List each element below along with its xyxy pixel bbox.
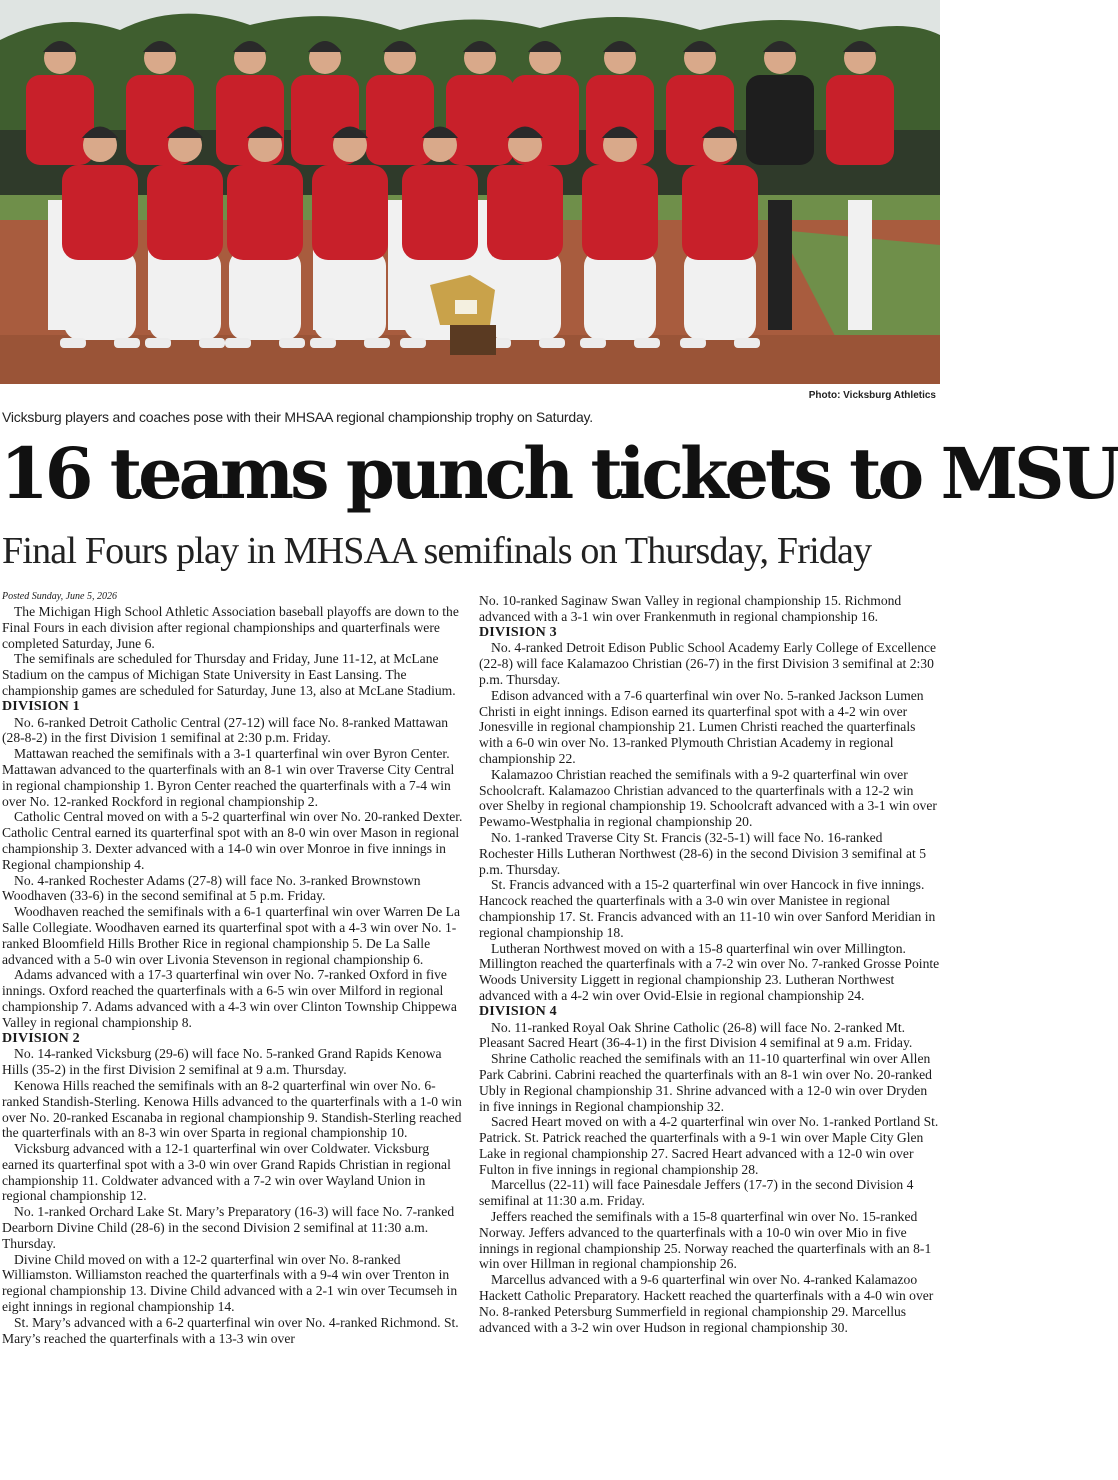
article-paragraph: Jeffers reached the semifinals with a 15-8 quarterfinal win over No. 15-ranked Norway. Jeffers advanced to the quarterfinals with a 10-0 win over Mio in five innings in regional championship 25. Norway reached the quarterfinals with an 8-1 win over Hillman in regional championship 26. (479, 1209, 932, 1272)
article-paragraph: St. Francis advanced with a 15-2 quarterfinal win over Hancock in five innings. Hancock reached the quarterfinals with a 3-0 win over Manistee in regional championship 17. St. Francis advanced with an 11-10 win over Sanford Meridian in regional championship 18. (479, 877, 936, 940)
article-paragraph: Vicksburg advanced with a 12-1 quarterfinal win over Coldwater. Vicksburg earned its quarterfinal spot with a 3-0 win over Grand Rapids Christian in regional championship 11. Coldwater advanced with a 7-2 win over Wayland Union in regional championship 12. (2, 1141, 451, 1204)
article-paragraph: Kalamazoo Christian reached the semifinals with a 9-2 quarterfinal win over Schoolcraft. Kalamazoo Christian advanced to the quarterfinals with a 12-2 win over Shelby in regional championship 19. Schoolcraft advanced with a 3-1 win over Pewamo-Westphalia in regional championship 20. (479, 766, 937, 830)
article-paragraph: Marcellus advanced with a 9-6 quarterfinal win over No. 4-ranked Kalamazoo Hackett Catholic Preparatory. Hackett reached the quarterfinals with a 4-0 win over No. 8-ranked Petersburg Summerfield in regional championship 29. Marcellus advanced with a 3-2 win over Hudson in regional championship 30. (479, 1272, 934, 1335)
posted-date: Posted Sunday, June 5, 2026 (2, 591, 117, 602)
article-paragraph: Lutheran Northwest moved on with a 15-8 quarterfinal win over Millington. Millington reached the quarterfinals with a 7-2 win over No. 7-ranked Grosse Pointe Woods University Liggett in regional championship 23. Lutheran Northwest advanced with a 4-2 win over Ovid-Elsie in regional championship 24. (479, 940, 940, 1003)
article-paragraph: No. 4-ranked Detroit Edison Public School Academy Early College of Excellence (22-8) will face Kalamazoo Christian (26-7) in the first Division 3 semifinal at 2:30 p.m. Thursday. (479, 640, 937, 687)
article-paragraph: The semifinals are scheduled for Thursday and Friday, June 11-12, at McLane Stadium on the campus of Michigan State University in East Lansing. The championship games are scheduled for Saturday, June 13, also at McLane Stadium. (2, 651, 456, 698)
photo-caption: Vicksburg players and coaches pose with their MHSAA regional championship trophy on Saturday. (2, 409, 593, 425)
article-paragraph: No. 11-ranked Royal Oak Shrine Catholic (26-8) will face No. 2-ranked Mt. Pleasant Sacred Heart (36-4-1) in the first Division 4 semifinal at 9 a.m. Friday. (479, 1019, 913, 1051)
article-paragraph: Sacred Heart moved on with a 4-2 quarterfinal win over No. 1-ranked Portland St. Patrick. St. Patrick reached the quarterfinals with a 9-1 win over Maple City Glen Lake in regional championship 27. Sacred Heart advanced with a 12-0 win over Fulton in five innings in regional championship 28. (479, 1114, 939, 1177)
photo-credit: Photo: Vicksburg Athletics (808, 390, 936, 401)
article-column-left (2, 590, 463, 1346)
article-paragraph: Kenowa Hills reached the semifinals with an 8-2 quarterfinal win over No. 6-ranked Standish-Sterling. Kenowa Hills advanced to the quarterfinals with a 1-0 win over No. 20-ranked Escanaba in regional championship 9. Standish-Sterling reached the quarterfinals with an 8-3 win over Sparta in regional championship 10. (2, 1077, 462, 1141)
article-paragraph: Edison advanced with a 7-6 quarterfinal win over No. 5-ranked Jackson Lumen Christi in eight innings. Edison earned its quarterfinal spot with a 4-2 win over Jonesville in regional championship 21. Lumen Christi reached the quarterfinals with a 6-0 win over No. 13-ranked Plymouth Christian Academy in regional championship 22. (479, 687, 924, 766)
article-paragraph: Woodhaven reached the semifinals with a 6-1 quarterfinal win over Warren De La Salle Collegiate. Woodhaven earned its quarterfinal spot with a 4-3 win over No. 1-ranked Bloomfield Hills Brother Rice in regional championship 5. De La Salle advanced with a 5-0 win over Livonia Stevenson in regional championship 6. (2, 904, 460, 967)
article-paragraph: No. 14-ranked Vicksburg (29-6) will face No. 5-ranked Grand Rapids Kenowa Hills (35-2) in the first Division 2 semifinal at 9 a.m. Thursday. (2, 1046, 442, 1078)
article-paragraph: No. 4-ranked Rochester Adams (27-8) will face No. 3-ranked Brownstown Woodhaven (33-6) in the second semifinal at 5 p.m. Friday. (2, 872, 421, 904)
article-paragraph: Shrine Catholic reached the semifinals with an 11-10 quarterfinal win over Allen Park Cabrini. Cabrini reached the quarterfinals with an 8-1 win over No. 20-ranked Ubly in Regional championship 31. Shrine advanced with a 12-0 win over Dryden in five innings in Regional championship 32. (479, 1051, 932, 1114)
article-column-right (479, 593, 940, 1335)
article-paragraph: No. 1-ranked Traverse City St. Francis (32-5-1) will face No. 16-ranked Rochester Hills Lutheran Northwest (28-6) in the second Division 3 semifinal at 5 p.m. Thursday. (479, 829, 926, 877)
article-paragraph: No. 10-ranked Saginaw Swan Valley in regional championship 15. Richmond advanced with a 3-1 win over Frankenmuth in regional championship 16. (479, 593, 902, 624)
article-paragraph: Divine Child moved on with a 12-2 quarterfinal win over No. 8-ranked Williamston. Williamston reached the quarterfinals with a 9-4 win over Trenton in regional championship 13. Divine Child advanced with a 2-1 win over Tecumseh in eight innings in regional championship 14. (2, 1251, 458, 1315)
article-paragraph: Adams advanced with a 17-3 quarterfinal win over No. 7-ranked Oxford in five innings. Oxford reached the quarterfinals with a 6-5 win over Milford in regional championship 7. Adams advanced with a 4-3 win over Clinton Township Chippewa Valley in regional championship 8. (2, 967, 457, 1030)
division-heading: DIVISION 2 (2, 1030, 80, 1046)
headline: 16 teams punch tickets to MSU (0, 432, 1118, 515)
article-paragraph: Catholic Central moved on with a 5-2 quarterfinal win over No. 20-ranked Dexter. Catholic Central earned its quarterfinal spot with an 8-0 win over Mason in regional championship 3. Dexter advanced with a 14-0 win over Monroe in five innings in Regional championship 4. (2, 809, 463, 872)
article-paragraph: No. 6-ranked Detroit Catholic Central (27-12) will face No. 8-ranked Mattawan (28-8-2) in the first Division 1 semifinal at 2:30 p.m. Friday. (2, 714, 449, 746)
team-photo (0, 0, 940, 384)
division-heading: DIVISION 1 (2, 698, 80, 714)
division-heading: DIVISION 4 (479, 1003, 557, 1019)
division-heading: DIVISION 3 (479, 624, 557, 640)
article-paragraph: Mattawan reached the semifinals with a 3-1 quarterfinal win over Byron Center. Mattawan advanced to the quarterfinals with an 8-1 win over Traverse City Central in regional championship 1. Byron Center reached the quarterfinals with a 7-4 win over No. 12-ranked Rockford in regional championship 2. (2, 746, 455, 809)
article-paragraph: No. 1-ranked Orchard Lake St. Mary’s Preparatory (16-3) will face No. 7-ranked Dearborn Divine Child (28-6) in the second Division 2 semifinal at 11:30 a.m. Thursday. (2, 1204, 455, 1251)
article-paragraph: The Michigan High School Athletic Association baseball playoffs are down to the Final Fours in each division after regional championships and quarterfinals were completed Saturday, June 6. (2, 604, 459, 651)
article-paragraph: St. Mary’s advanced with a 6-2 quarterfinal win over No. 4-ranked Richmond. St. Mary’s reached the quarterfinals with a 13-3 win over (2, 1314, 459, 1346)
subhead: Final Fours play in MHSAA semifinals on Thursday, Friday (2, 530, 872, 572)
article-paragraph: Marcellus (22-11) will face Painesdale Jeffers (17-7) in the second Division 4 semifinal at 11:30 a.m. Friday. (479, 1177, 914, 1209)
